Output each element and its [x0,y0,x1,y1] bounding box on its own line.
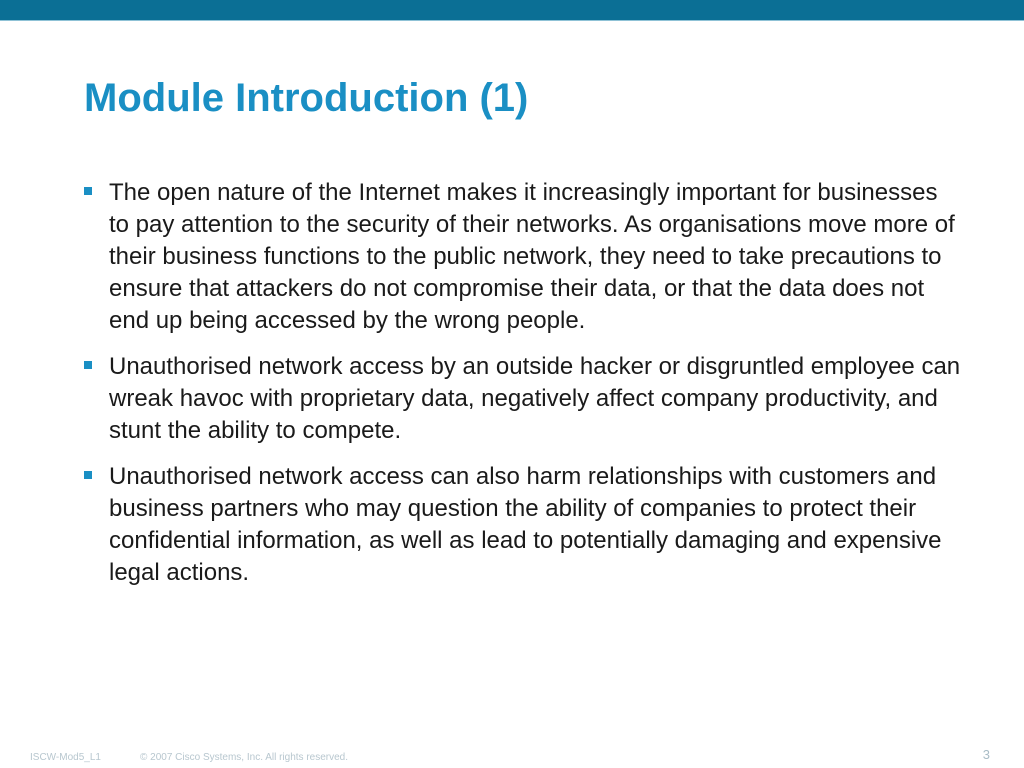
top-header-bar [0,0,1024,20]
footer-course-code: ISCW-Mod5_L1 [30,752,101,763]
top-header-divider [0,20,1024,21]
footer-page-number: 3 [982,747,990,762]
bullet-text: Unauthorised network access can also harm relationships with customers and business partners who may question the ability of companies to protect their confidential information, as well as lead to potentially damaging and expensive legal actions. [109,463,942,586]
square-bullet-icon [84,361,92,369]
square-bullet-icon [84,471,92,479]
bullet-item [84,461,964,589]
bullet-item [84,177,964,337]
bullet-item [84,351,964,447]
bullet-text: The open nature of the Internet makes it increasingly important for businesses to pay attention to the security of their networks. As organisations move more of their business functions to the public network, they need to take precautions to ensure that attackers do not compromise their data, or that the data does not end up being accessed by the wrong people. [109,179,955,334]
slide-title: Module Introduction (1) [84,76,529,120]
bullet-list [84,177,964,603]
bullet-text: Unauthorised network access by an outside hacker or disgruntled employee can wreak havoc with proprietary data, negatively affect company productivity, and stunt the ability to compete. [109,353,961,444]
footer-copyright: © 2007 Cisco Systems, Inc. All rights reserved. [140,752,349,763]
square-bullet-icon [84,187,92,195]
